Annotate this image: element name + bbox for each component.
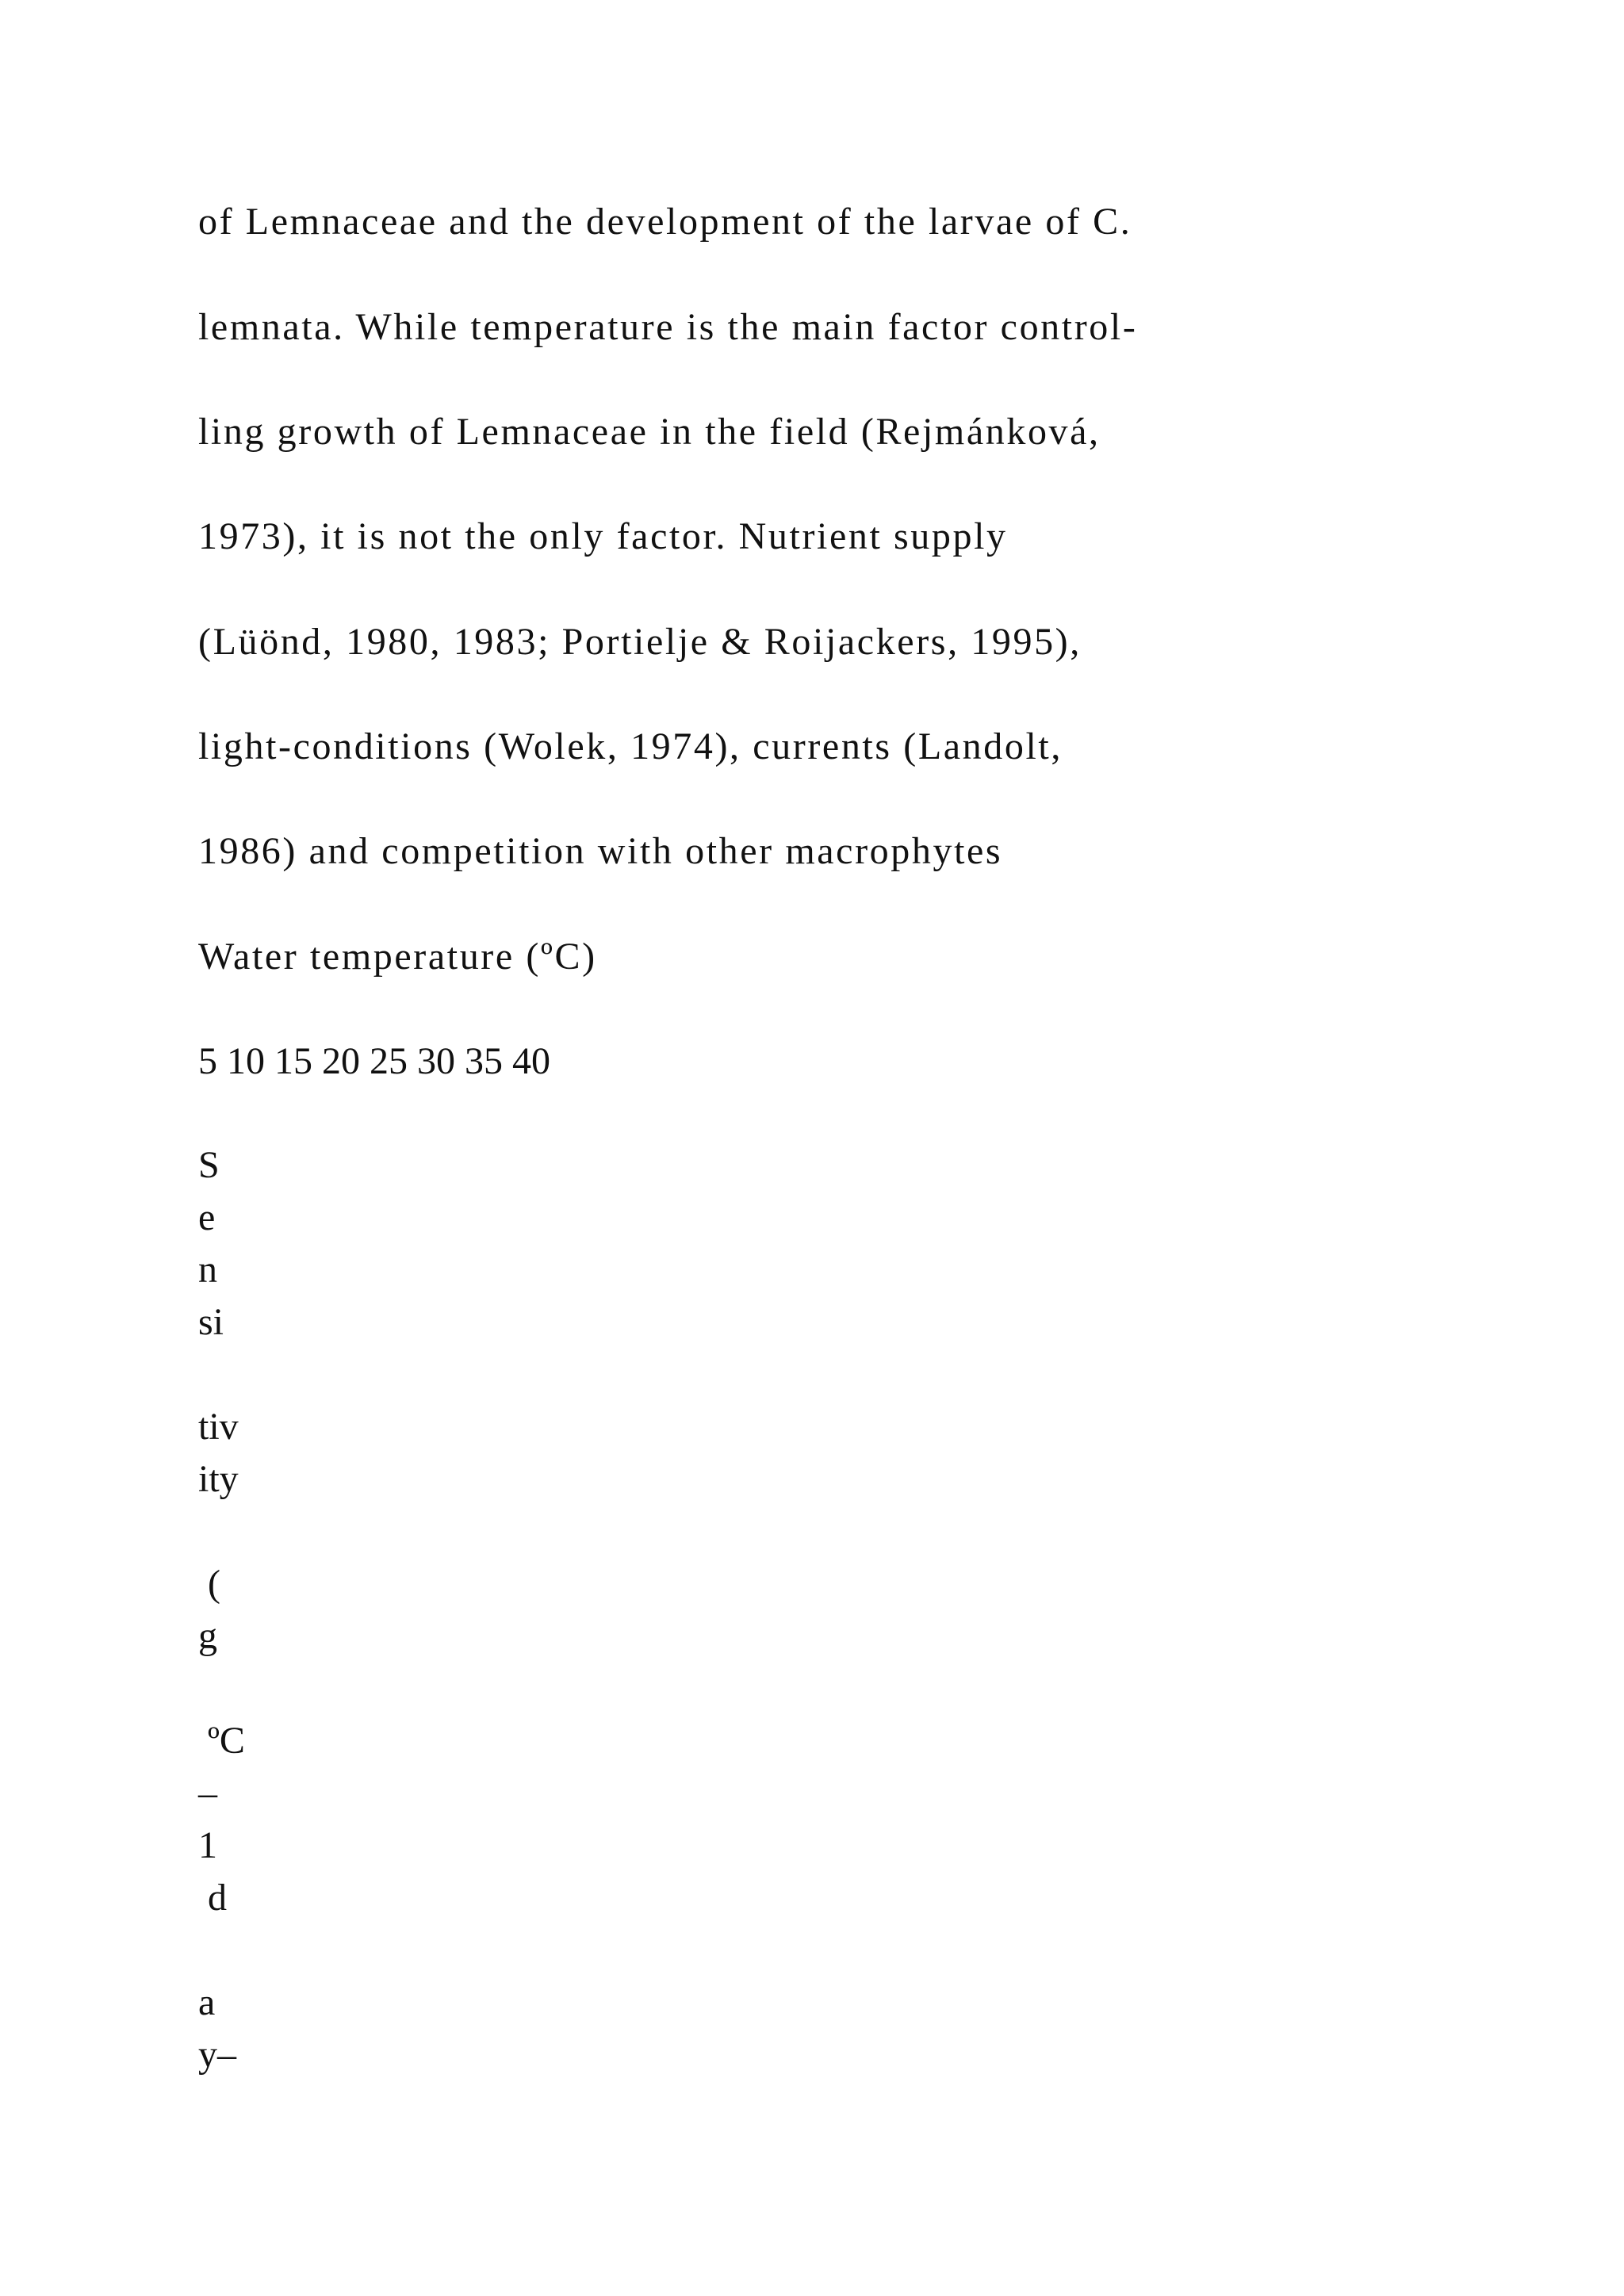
x-axis-label: Water temperature (ºC) bbox=[198, 936, 597, 978]
paragraph-line-7: 1986) and competition with other macrophytes bbox=[198, 830, 1003, 872]
y-label-fragment: n bbox=[198, 1249, 217, 1291]
y-label-fragment: g bbox=[198, 1615, 217, 1657]
y-label-fragment: S bbox=[198, 1144, 220, 1186]
paragraph-line-6: light-conditions (Wolek, 1974), currents (Landolt, bbox=[198, 725, 1063, 767]
paragraph-line-5: (Lüönd, 1980, 1983; Portielje & Roijackers, 1995), bbox=[198, 621, 1082, 663]
x-tick-labels: 5 10 15 20 25 30 35 40 bbox=[198, 1040, 550, 1082]
paragraph-line-1: of Lemnaceae and the development of the larvae of C. bbox=[198, 201, 1132, 243]
y-label-fragment: ity bbox=[198, 1458, 239, 1500]
paragraph-line-4: 1973), it is not the only factor. Nutrient supply bbox=[198, 515, 1008, 557]
y-label-fragment: tiv bbox=[198, 1406, 239, 1448]
y-label-fragment: a bbox=[198, 1981, 216, 2023]
y-label-fragment: e bbox=[198, 1196, 216, 1238]
y-label-fragment: 1 bbox=[198, 1824, 217, 1866]
y-label-fragment: ºC bbox=[198, 1720, 245, 1762]
y-label-fragment: – bbox=[198, 1772, 217, 1814]
paragraph-line-2: lemnata. While temperature is the main factor control- bbox=[198, 306, 1138, 348]
y-label-fragment: ( bbox=[198, 1563, 220, 1605]
y-label-fragment: si bbox=[198, 1301, 224, 1343]
paragraph-line-3: ling growth of Lemnaceae in the field (Rejmánková, bbox=[198, 411, 1101, 453]
y-label-fragment: d bbox=[198, 1877, 227, 1919]
y-label-fragment: y– bbox=[198, 2034, 236, 2076]
